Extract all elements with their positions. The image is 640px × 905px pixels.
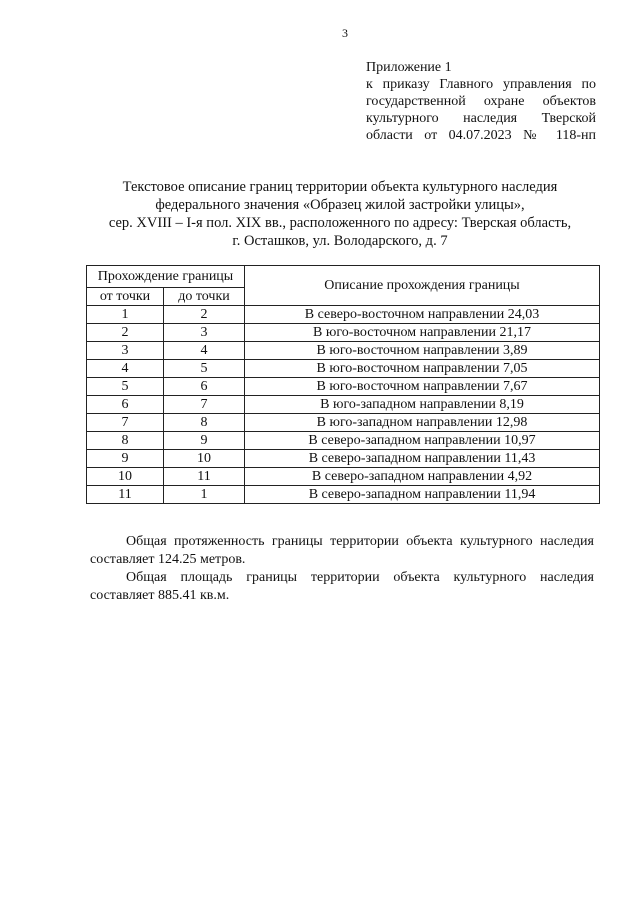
group-header: Прохождение границы: [87, 266, 245, 288]
to-point-cell: 9: [164, 432, 245, 450]
to-point-cell: 4: [164, 342, 245, 360]
to-point-cell: 6: [164, 378, 245, 396]
boundary-table: [86, 265, 600, 504]
to-point-cell: 10: [164, 450, 245, 468]
to-point-cell: 5: [164, 360, 245, 378]
description-cell: В юго-восточном направлении 21,17: [245, 324, 600, 342]
description-cell: В северо-западном направлении 10,97: [245, 432, 600, 450]
table-row: [87, 360, 600, 378]
description-header: Описание прохождения границы: [245, 266, 600, 306]
description-cell: В юго-западном направлении 12,98: [245, 414, 600, 432]
table-row: [87, 414, 600, 432]
from-point-cell: 8: [87, 432, 164, 450]
table-row: [87, 378, 600, 396]
from-point-cell: 1: [87, 306, 164, 324]
description-cell: В юго-восточном направлении 3,89: [245, 342, 600, 360]
to-point-cell: 7: [164, 396, 245, 414]
from-point-cell: 7: [87, 414, 164, 432]
table-row: [87, 306, 600, 324]
summary-block: [90, 533, 594, 605]
appendix-line: Приложение 1: [366, 60, 452, 75]
title-line: федерального значения «Образец жилой застройки улицы»,: [155, 197, 525, 213]
description-cell: В северо-западном направлении 4,92: [245, 468, 600, 486]
title-line: г. Осташков, ул. Володарского, д. 7: [232, 233, 448, 249]
table-row: [87, 468, 600, 486]
to-point-cell: 2: [164, 306, 245, 324]
appendix-block: [366, 59, 596, 144]
document-title: [90, 178, 590, 250]
description-cell: В юго-западном направлении 8,19: [245, 396, 600, 414]
description-cell: В северо-западном направлении 11,94: [245, 486, 600, 504]
page-number: 3: [342, 26, 348, 40]
from-point-cell: 2: [87, 324, 164, 342]
appendix-line: культурного наследия Тверской: [366, 111, 596, 126]
from-point-cell: 4: [87, 360, 164, 378]
from-point-cell: 3: [87, 342, 164, 360]
total-length-text: Общая протяженность границы территории объекта культурного наследия составляет 124.25 метров.: [90, 534, 594, 567]
from-point-cell: 11: [87, 486, 164, 504]
to-point-header: до точки: [164, 288, 245, 306]
to-point-cell: 1: [164, 486, 245, 504]
to-point-cell: 3: [164, 324, 245, 342]
from-point-cell: 5: [87, 378, 164, 396]
to-point-cell: 11: [164, 468, 245, 486]
description-cell: В юго-восточном направлении 7,67: [245, 378, 600, 396]
from-point-cell: 6: [87, 396, 164, 414]
table-body: [87, 306, 600, 504]
to-point-cell: 8: [164, 414, 245, 432]
from-point-cell: 10: [87, 468, 164, 486]
from-point-header: от точки: [87, 288, 164, 306]
appendix-line: области от 04.07.2023 № 118-нп: [366, 128, 596, 143]
table-row: [87, 396, 600, 414]
total-area-text: Общая площадь границы территории объекта культурного наследия составляет 885.41 кв.м.: [90, 570, 594, 603]
appendix-line: к приказу Главного управления по: [366, 77, 596, 92]
title-line: сер. XVIII – I-я пол. XIX вв., расположенного по адресу: Тверская область,: [108, 215, 572, 231]
table-row: [87, 324, 600, 342]
from-point-cell: 9: [87, 450, 164, 468]
appendix-line: государственной охране объектов: [366, 94, 596, 109]
description-cell: В северо-западном направлении 11,43: [245, 450, 600, 468]
description-cell: В юго-восточном направлении 7,05: [245, 360, 600, 378]
table-row: [87, 432, 600, 450]
table-row: [87, 342, 600, 360]
table-row: [87, 450, 600, 468]
description-cell: В северо-восточном направлении 24,03: [245, 306, 600, 324]
title-line: Текстовое описание границ территории объекта культурного наследия: [122, 179, 558, 195]
table-row: [87, 486, 600, 504]
